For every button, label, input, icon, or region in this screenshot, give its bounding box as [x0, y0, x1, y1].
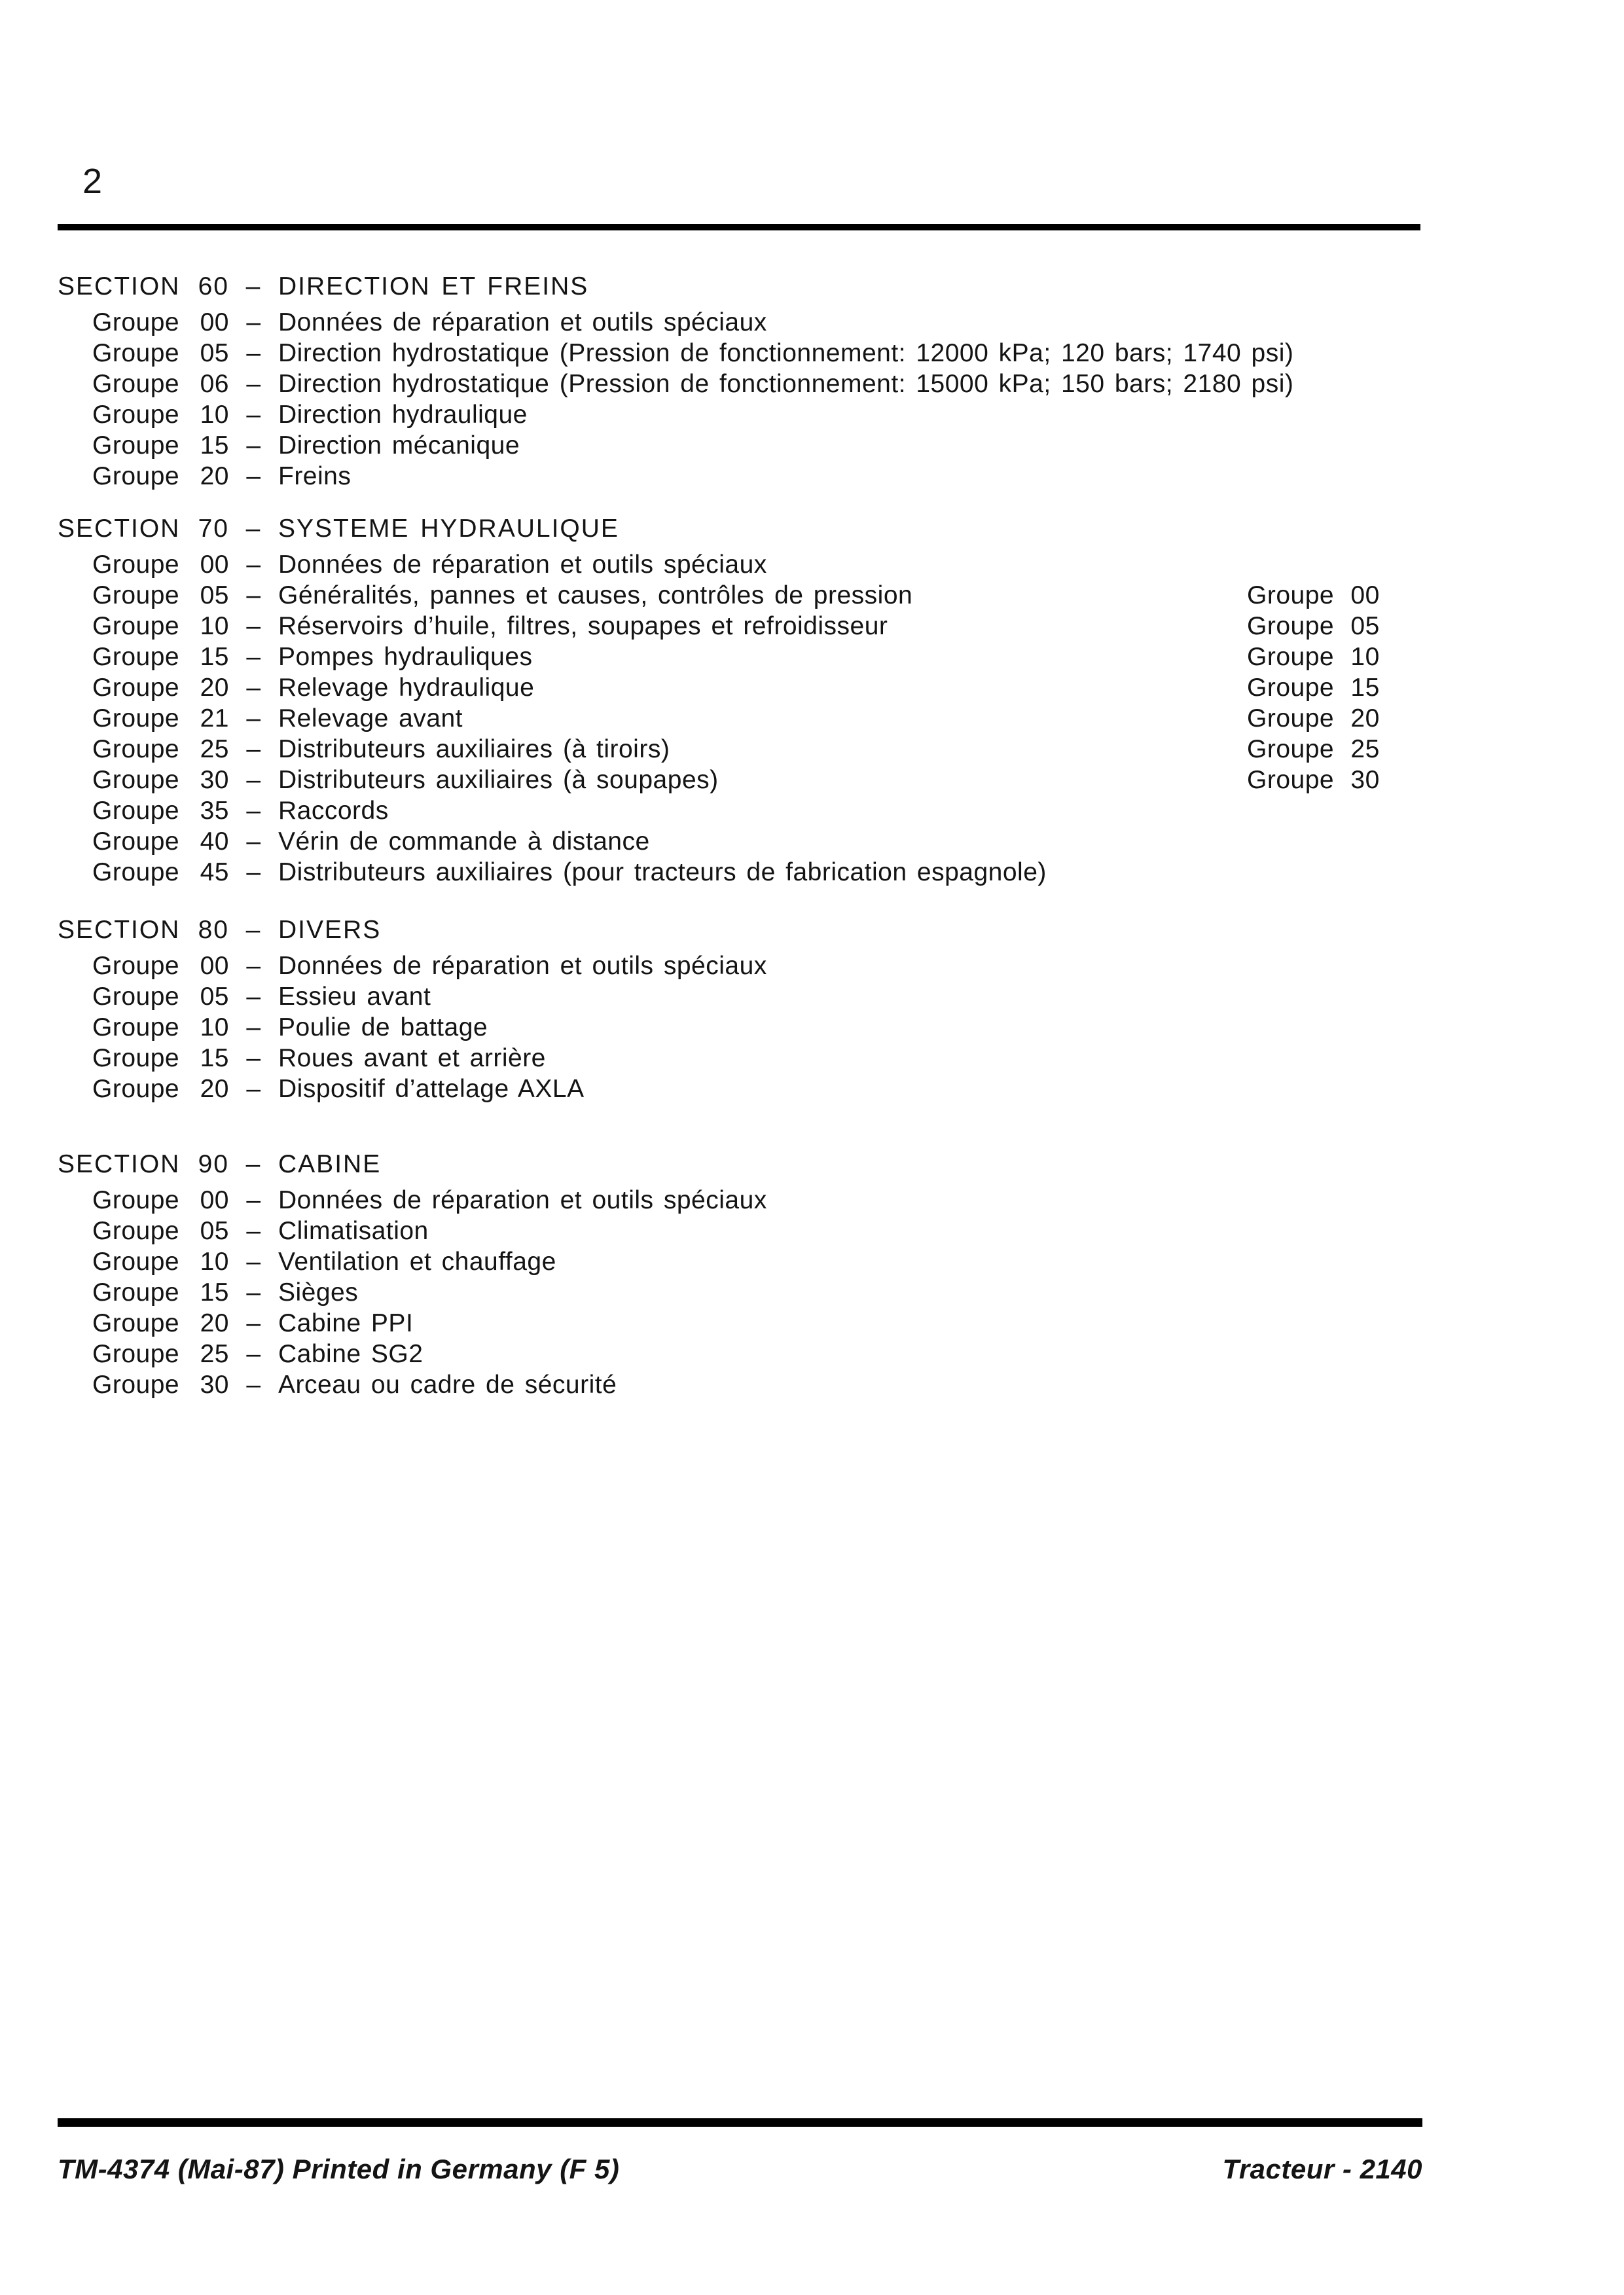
section-label-group [58, 1149, 229, 1180]
group-number: 10 [200, 612, 229, 640]
group-title: Données de réparation et outils spéciaux [278, 551, 767, 579]
group-label-group [58, 950, 229, 981]
group-label-group [58, 1339, 229, 1369]
group-title: Freins [278, 462, 352, 490]
group-number: 35 [200, 797, 229, 825]
group-number: 10 [200, 1013, 229, 1041]
group-number: 25 [200, 1340, 229, 1368]
group [58, 1216, 1465, 1246]
section-title: SYSTEME HYDRAULIQUE [278, 515, 619, 543]
group-title: Arceau ou cadre de sécurité [278, 1371, 617, 1399]
group-number: 05 [200, 1217, 229, 1245]
group-label: Groupe [92, 1371, 180, 1399]
group-number: 15 [200, 1044, 229, 1072]
group-label: Groupe [92, 401, 180, 429]
dash: – [246, 1278, 261, 1307]
group-title: Cabine PPI [278, 1309, 414, 1337]
group-label-group [58, 611, 229, 642]
group [58, 795, 1465, 826]
group-title: Direction hydrostatique (Pression de fonctionnement: 12000 kPa; 120 bars; 1740 psi) [278, 339, 1294, 367]
group-label: Groupe [92, 643, 180, 671]
group-number: 15 [200, 1278, 229, 1307]
group-title: Relevage avant [278, 704, 463, 732]
group-label-group [58, 1246, 229, 1277]
group [58, 857, 1465, 888]
dash: – [246, 735, 261, 763]
section [58, 271, 1465, 302]
group [58, 369, 1465, 399]
section [58, 914, 1465, 945]
group-label-group [58, 981, 229, 1012]
group-label: Groupe [92, 551, 180, 579]
toc-sections [58, 271, 1465, 1400]
group-label: Groupe [92, 1075, 180, 1103]
group-title: Données de réparation et outils spéciaux [278, 1186, 767, 1214]
group [58, 1277, 1465, 1308]
group-title: Dispositif d’attelage AXLA [278, 1075, 585, 1103]
group-number: 15 [200, 643, 229, 671]
group-number: 20 [200, 1075, 229, 1103]
section-label-group [58, 271, 229, 302]
group-label-group [58, 430, 229, 461]
group-label-group [58, 1185, 229, 1216]
header-rule [58, 224, 1420, 230]
group-title: Cabine SG2 [278, 1340, 424, 1368]
group-label: Groupe [92, 827, 180, 856]
group [58, 430, 1465, 461]
side-column-item: Groupe 25 [1247, 735, 1380, 763]
side-column-item: Groupe 05 [1247, 612, 1380, 640]
group-label: Groupe [92, 1044, 180, 1072]
dash: – [246, 308, 261, 336]
group-number: 00 [200, 1186, 229, 1214]
section-number: 70 [198, 515, 229, 543]
group [58, 338, 1465, 369]
group [58, 950, 1465, 981]
dash: – [246, 858, 261, 886]
group-number: 00 [200, 952, 229, 980]
group-label: Groupe [92, 674, 180, 702]
table-of-contents [58, 271, 1465, 1400]
group-number: 10 [200, 1248, 229, 1276]
section-label: SECTION [58, 272, 181, 300]
group-title: Direction hydraulique [278, 401, 528, 429]
group-number: 05 [200, 581, 229, 609]
group-number: 40 [200, 827, 229, 856]
section-title: DIVERS [278, 916, 382, 944]
footer-left-text: TM-4374 (Mai-87) Printed in Germany (F 5) [58, 2154, 620, 2184]
dash: – [246, 1371, 261, 1399]
group-label-group [58, 1012, 229, 1043]
dash: – [246, 1217, 261, 1245]
dash: – [246, 674, 261, 702]
group-label-group [58, 703, 229, 734]
group-title: Distributeurs auxiliaires (à tiroirs) [278, 735, 670, 763]
section-label-group [58, 914, 229, 945]
group-label: Groupe [92, 612, 180, 640]
dash: – [246, 581, 261, 609]
group-number: 00 [200, 551, 229, 579]
group-number: 20 [200, 674, 229, 702]
dash: – [246, 370, 261, 398]
page-number: 2 [82, 162, 103, 201]
group [58, 461, 1465, 492]
group [58, 307, 1465, 338]
dash: – [246, 704, 261, 732]
group [58, 1308, 1465, 1339]
group-label-group [58, 307, 229, 338]
section-block [58, 1149, 1465, 1400]
dash: – [246, 612, 261, 640]
group-title: Direction mécanique [278, 431, 520, 460]
section [58, 513, 1465, 544]
dash: – [246, 1248, 261, 1276]
side-column-item: Groupe 30 [1247, 766, 1380, 794]
group-label: Groupe [92, 339, 180, 367]
group-label: Groupe [92, 704, 180, 732]
dash: – [245, 272, 262, 300]
group-label: Groupe [92, 735, 180, 763]
group-title: Pompes hydrauliques [278, 643, 533, 671]
group-number: 06 [200, 370, 229, 398]
group [58, 981, 1465, 1012]
dash: – [245, 1150, 262, 1178]
group-number: 10 [200, 401, 229, 429]
group-title: Climatisation [278, 1217, 429, 1245]
group-number: 45 [200, 858, 229, 886]
group-label: Groupe [92, 1340, 180, 1368]
section-title: CABINE [278, 1150, 382, 1178]
group-number: 05 [200, 983, 229, 1011]
side-column [1247, 580, 1380, 795]
footer-right-text: Tracteur - 2140 [1222, 2154, 1422, 2184]
group-label: Groupe [92, 766, 180, 794]
section [58, 1149, 1465, 1180]
side-column-item: Groupe 15 [1247, 674, 1380, 702]
section-number: 90 [198, 1150, 229, 1178]
group-label: Groupe [92, 1248, 180, 1276]
dash: – [246, 551, 261, 579]
group-label-group [58, 826, 229, 857]
group-title: Roues avant et arrière [278, 1044, 546, 1072]
group-title: Généralités, pannes et causes, contrôles de pression [278, 581, 913, 609]
section-label: SECTION [58, 916, 181, 944]
dash: – [246, 827, 261, 856]
dash: – [245, 515, 262, 543]
dash: – [246, 1013, 261, 1041]
group-number: 05 [200, 339, 229, 367]
group [58, 1339, 1465, 1369]
group-label-group [58, 857, 229, 888]
dash: – [246, 643, 261, 671]
group-number: 21 [200, 704, 229, 732]
footer-rule [58, 2118, 1422, 2127]
group-label: Groupe [92, 370, 180, 398]
dash: – [246, 766, 261, 794]
group [58, 826, 1465, 857]
dash: – [246, 797, 261, 825]
group [58, 1369, 1465, 1400]
group-title: Ventilation et chauffage [278, 1248, 556, 1276]
group-title: Sièges [278, 1278, 359, 1307]
dash: – [246, 401, 261, 429]
group-title: Distributeurs auxiliaires (pour tracteurs de fabrication espagnole) [278, 858, 1047, 886]
group-label-group [58, 1277, 229, 1308]
group-label-group [58, 399, 229, 430]
group-title: Vérin de commande à distance [278, 827, 650, 856]
group-label: Groupe [92, 308, 180, 336]
group-title: Distributeurs auxiliaires (à soupapes) [278, 766, 719, 794]
group [58, 399, 1465, 430]
group-label-group [58, 369, 229, 399]
group-number: 15 [200, 431, 229, 460]
dash: – [246, 339, 261, 367]
group-label-group [58, 672, 229, 703]
dash: – [246, 431, 261, 460]
group-label-group [58, 1369, 229, 1400]
group-title: Données de réparation et outils spéciaux [278, 308, 767, 336]
footer [58, 2152, 1422, 2186]
group-label-group [58, 734, 229, 765]
group-label-group [58, 338, 229, 369]
group-label-group [58, 1216, 229, 1246]
side-column-item: Groupe 10 [1247, 643, 1380, 671]
group-label: Groupe [92, 1309, 180, 1337]
group-label-group [58, 1074, 229, 1104]
group-label: Groupe [92, 858, 180, 886]
group-label: Groupe [92, 983, 180, 1011]
section-label: SECTION [58, 1150, 181, 1178]
dash: – [246, 1186, 261, 1214]
group-label: Groupe [92, 1217, 180, 1245]
group [58, 1246, 1465, 1277]
dash: – [246, 1075, 261, 1103]
side-column-item: Groupe 00 [1247, 581, 1380, 609]
group-label-group [58, 642, 229, 672]
group-label-group [58, 580, 229, 611]
section-title: DIRECTION ET FREINS [278, 272, 589, 300]
section-block [58, 271, 1465, 492]
group-label: Groupe [92, 797, 180, 825]
group-number: 30 [200, 1371, 229, 1399]
group-number: 20 [200, 462, 229, 490]
group-title: Essieu avant [278, 983, 431, 1011]
dash: – [246, 462, 261, 490]
dash: – [245, 916, 262, 944]
group [58, 1185, 1465, 1216]
group-label: Groupe [92, 431, 180, 460]
group-label: Groupe [92, 952, 180, 980]
group-title: Réservoirs d’huile, filtres, soupapes et refroidisseur [278, 612, 888, 640]
group [58, 1012, 1465, 1043]
group-title: Données de réparation et outils spéciaux [278, 952, 767, 980]
dash: – [246, 952, 261, 980]
group-number: 30 [200, 766, 229, 794]
group-number: 25 [200, 735, 229, 763]
group-title: Relevage hydraulique [278, 674, 535, 702]
group-number: 00 [200, 308, 229, 336]
group-label-group [58, 1308, 229, 1339]
group-label-group [58, 1043, 229, 1074]
dash: – [246, 1044, 261, 1072]
group-label-group [58, 765, 229, 795]
group-title: Direction hydrostatique (Pression de fonctionnement: 15000 kPa; 150 bars; 2180 psi) [278, 370, 1294, 398]
dash: – [246, 1309, 261, 1337]
group [58, 1074, 1465, 1104]
group [58, 549, 1465, 580]
group-title: Poulie de battage [278, 1013, 488, 1041]
group [58, 1043, 1465, 1074]
group-label: Groupe [92, 1013, 180, 1041]
dash: – [246, 983, 261, 1011]
group-label: Groupe [92, 1186, 180, 1214]
dash: – [246, 1340, 261, 1368]
group-label-group [58, 461, 229, 492]
group-title: Raccords [278, 797, 389, 825]
group-label: Groupe [92, 1278, 180, 1307]
group-label: Groupe [92, 462, 180, 490]
section-number: 80 [198, 916, 229, 944]
group-label-group [58, 549, 229, 580]
side-column-item: Groupe 20 [1247, 704, 1380, 732]
group-label: Groupe [92, 581, 180, 609]
group-number: 20 [200, 1309, 229, 1337]
group-label-group [58, 795, 229, 826]
section-label: SECTION [58, 515, 181, 543]
section-number: 60 [198, 272, 229, 300]
section-block [58, 914, 1465, 1104]
section-label-group [58, 513, 229, 544]
